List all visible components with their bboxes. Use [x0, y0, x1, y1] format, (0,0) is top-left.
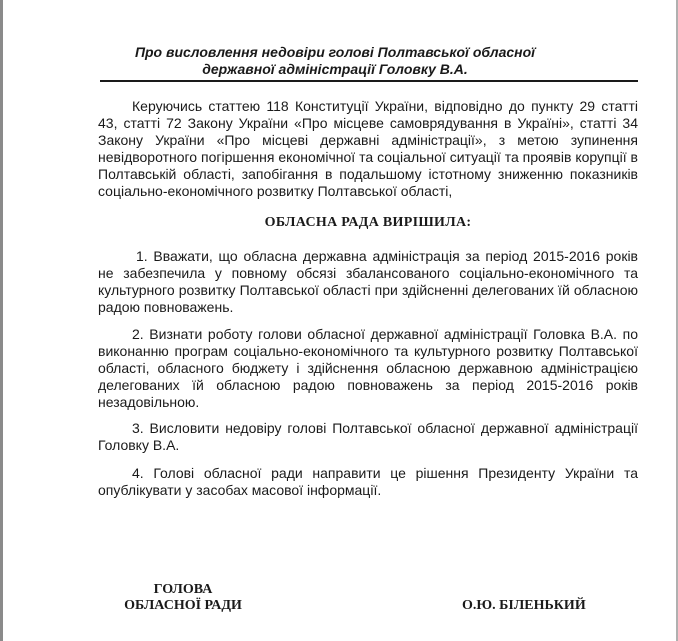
decision-point-2: 2. Визнати роботу голови обласної державної адміністрації Головка В.А. по виконанню програм соціально-економічного та культурного розвитку Полтавської області, обласного бюджету і здійснення обласною державною адміністрацією делегованих їй обласною радою повноважень за період 2015-2016 років незадовільною. — [98, 326, 638, 410]
decision-point-4: 4. Голові обласної ради направити це рішення Президенту України та опублікувати у засобах масової інформації. — [98, 465, 638, 498]
signature-position-line-2: ОБЛАСНОЇ РАДИ — [124, 598, 242, 613]
signature-position-line-1: ГОЛОВА — [153, 582, 213, 597]
scan-border-left — [0, 0, 3, 641]
document-title: Про висловлення недовіри голові Полтавської обласної державної адміністрації Головку В.А. — [134, 44, 536, 77]
decision-heading: ОБЛАСНА РАДА ВИРІШИЛА: — [264, 215, 472, 230]
decision-point-3: 3. Висловити недовіру голові Полтавської обласної державної адміністрації Головку В.А. — [98, 420, 638, 453]
title-underline — [100, 80, 638, 82]
signatory-name: О.Ю. БІЛЕНЬКИЙ — [462, 598, 586, 613]
preamble-paragraph: Керуючись статтею 118 Конституції України, відповідно до пункту 29 статті 43, статті 72 Закону України «Про місцеве самоврядування в Україні», статті 34 Закону України «Про місцеві державні адміністрації», з метою зупинення невідворотного погіршення економічної та соціальної ситуації та проявів корупції в Полтавській області, запобігання в подальшому істотному зниженню показників соціально-економічного розвитку Полтавської області, — [98, 98, 638, 199]
decision-point-1: 1. Вважати, що обласна державна адміністрація за період 2015-2016 років не забезпечила у повному обсязі збалансованого соціально-економічного та культурного розвитку Полтавської області при здійсненні делегованих їй обласною радою повноважень. — [98, 248, 638, 315]
signature-position — [118, 582, 248, 614]
